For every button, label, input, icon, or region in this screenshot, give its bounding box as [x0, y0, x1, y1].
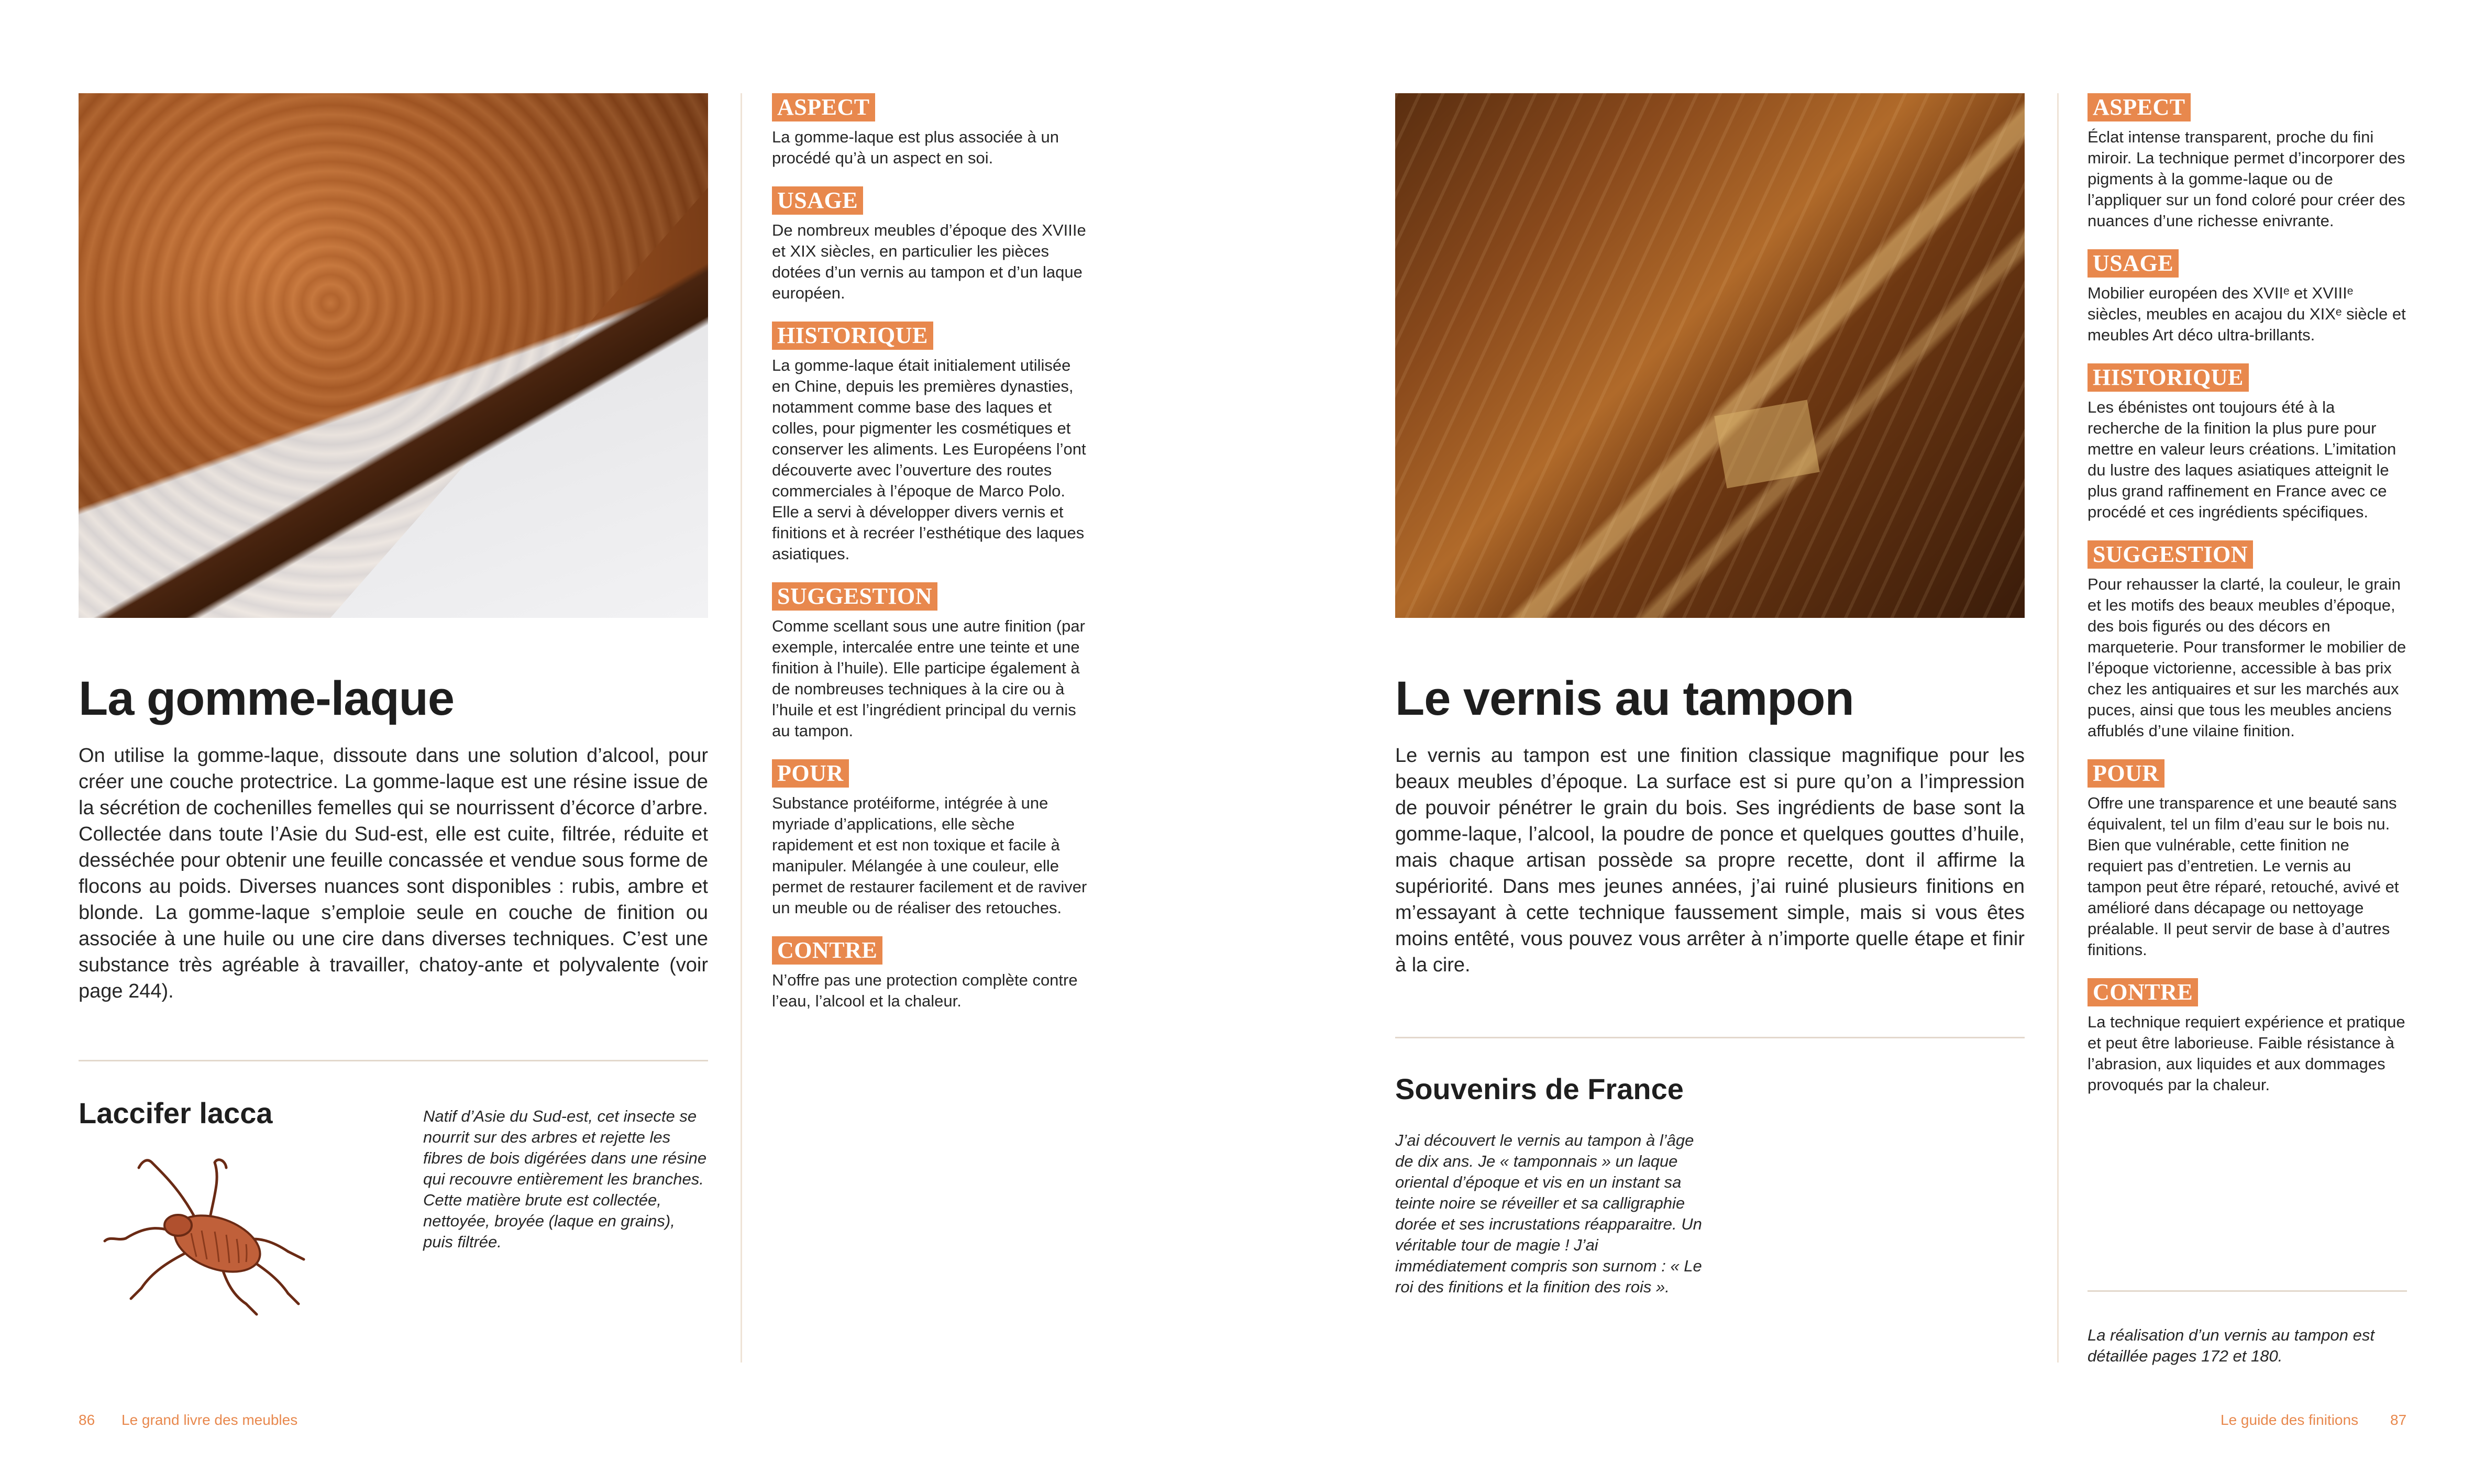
right-footnote-divider: [2088, 1290, 2407, 1292]
french-polish-table-photo: [1395, 93, 2025, 618]
historique-text: Les ébénistes ont toujours été à la recherche de la finition la plus pure pour mettre en valeur leurs créations. L’imitation du lustre des laques asiatiques atteignit le plus grand raffinement en France avec ce procédé et ces ingrédients spécifiques.: [2088, 398, 2396, 521]
tag-suggestion: SUGGESTION: [772, 582, 937, 611]
right-page-title: Le vernis au tampon: [1395, 672, 1854, 725]
usage-text: Mobilier européen des XVIIᵉ et XVIIIᵉ siècles, meubles en acajou du XIXᵉ siècle et meubles Art déco ultra-brillants.: [2088, 284, 2406, 344]
right-subtitle: Souvenirs de France: [1395, 1072, 1684, 1105]
insect-illustration: [89, 1147, 319, 1320]
left-divider: [79, 1060, 708, 1061]
tag-pour: POUR: [772, 759, 849, 788]
right-sidebar-usage: [2088, 249, 2407, 346]
right-sidebar-suggestion: [2088, 540, 2407, 741]
left-insect-note: Natif d’Asie du Sud-est, cet insecte se nourrit sur des arbres et rejette les fibres de bois digérées dans une résine qui recouvre entièrement les branches. Cette matière brute est collectée, nettoyée, broyée (laque en grains), puis filtrée.: [423, 1107, 707, 1251]
tag-aspect: ASPECT: [772, 93, 875, 121]
tag-historique: HISTORIQUE: [772, 322, 933, 350]
left-sidebar-contre: [772, 936, 1091, 1012]
right-sidebar: [2088, 93, 2407, 1113]
right-sidebar-contre: [2088, 978, 2407, 1095]
left-subtitle: Laccifer lacca: [79, 1097, 273, 1129]
pour-text: Offre une transparence et une beauté sans équivalent, tel un film d’eau sur le bois nu. Bien que vulnérable, cette finition ne requiert pas d’entretien. Le vernis au tampon peut être réparé, retouché, avivé et amélioré dans décapage ou nettoyage préalable. Il peut servir de base à d’autres finitions.: [2088, 794, 2399, 959]
left-page-number: 86: [79, 1412, 95, 1428]
right-anecdote-note: J’ai découvert le vernis au tampon à l’âge de dix ans. Je « tamponnais » un laque oriental d’époque et vis en un instant sa teinte noire se réveiller et sa calligraphie dorée et ses incrustations réapparaitre. Un véritable tour de magie ! J’ai immédiatement compris son surnom : « Le roi des finitions et la finition des rois ».: [1395, 1131, 1702, 1296]
aspect-text: La gomme-laque est plus associée à un procédé qu’à un aspect en soi.: [772, 128, 1059, 167]
right-sidebar-aspect: [2088, 93, 2407, 231]
left-body-text: On utilise la gomme-laque, dissoute dans une solution d’alcool, pour créer une couche protectrice. La gomme-laque est une résine issue de la sécrétion de cochenilles femelles qui se nourrissent d’écorce d’arbre. Collectée dans toute l’Asie du Sud-est, elle est cuite, filtrée, réduite et desséchée pour obtenir une feuille concassée et vendue sous forme de flocons au poids. Diverses nuances sont disponibles : rubis, ambre et blonde. La gomme-laque s’emploie seule en couche de finition ou associée à une huile ou une cire dans diverses techniques. C’est une substance très agréable à travailler, chatoy-ante et polyvalente (voir page 244).: [79, 745, 709, 1002]
tag-suggestion: SUGGESTION: [2088, 540, 2253, 569]
left-sidebar-pour: [772, 759, 1091, 918]
right-divider: [1395, 1037, 2025, 1038]
pour-text: Substance protéiforme, intégrée à une myriade d’applications, elle sèche rapidement et est non toxique et facile à manipuler. Mélangée à une couleur, elle permet de restaurer facilement et de raviver un meuble ou de réaliser des retouches.: [772, 794, 1087, 917]
right-footnote: La réalisation d’un vernis au tampon est détaillée pages 172 et 180.: [2088, 1326, 2374, 1365]
right-column-separator: [2057, 93, 2059, 1363]
right-running-head: Le guide des finitions: [2221, 1412, 2359, 1428]
tag-historique: HISTORIQUE: [2088, 363, 2249, 392]
right-sidebar-historique: [2088, 363, 2407, 523]
left-sidebar-historique: [772, 322, 1091, 564]
left-sidebar-usage: [772, 186, 1091, 304]
left-running-head: Le grand livre des meubles: [122, 1412, 298, 1428]
tag-usage: USAGE: [772, 186, 863, 215]
suggestion-text: Pour rehausser la clarté, la couleur, le grain et les motifs des beaux meubles d’époque, des bois figurés ou des décors en marqueterie. Pour transformer le mobilier de l’époque victorienne, accessible à bas prix chez les antiquaires et sur les marchés aux puces, ainsi que tous les meubles anciens affublés d’une vilaine finition.: [2088, 575, 2406, 740]
left-column-separator: [741, 93, 742, 1363]
left-page-title: La gomme-laque: [79, 672, 455, 725]
left-sidebar: [772, 93, 1091, 1029]
aspect-text: Éclat intense transparent, proche du fini miroir. La technique permet d’incorporer des pigments à la gomme-laque ou de l’appliquer sur un fond coloré pour créer des nuances d’une richesse enivrante.: [2088, 128, 2405, 230]
tag-pour: POUR: [2088, 759, 2164, 788]
tag-contre: CONTRE: [2088, 978, 2198, 1006]
tag-contre: CONTRE: [772, 936, 882, 965]
suggestion-text: Comme scellant sous une autre finition (par exemple, intercalée entre une teinte et une finition à l’huile). Elle participe également à de nombreuses techniques à la cire ou à l’huile et est l’ingrédient principal du vernis au tampon.: [772, 617, 1085, 740]
right-sidebar-pour: [2088, 759, 2407, 960]
tag-usage: USAGE: [2088, 249, 2179, 278]
left-sidebar-aspect: [772, 93, 1091, 169]
contre-text: La technique requiert expérience et pratique et peut être laborieuse. Faible résistance à l’abrasion, aux liquides et aux dommages provoqués par la chaleur.: [2088, 1013, 2405, 1094]
shellac-table-photo: [79, 93, 708, 618]
historique-text: La gomme-laque était initialement utilisée en Chine, depuis les premières dynasties, notamment comme base des laques et colles, pour pigmenter les cosmétiques et conserver les aliments. Les Européens l’ont découverte avec l’ouverture des routes commerciales à l’époque de Marco Polo. Elle a servi à développer divers vernis et finitions et à recréer l’esthétique des laques asiatiques.: [772, 356, 1086, 563]
right-page-number: 87: [2390, 1412, 2407, 1428]
usage-text: De nombreux meubles d’époque des XVIIIe et XIX siècles, en particulier les pièces dotées d’un vernis au tampon et d’un laque européen.: [772, 221, 1086, 302]
contre-text: N’offre pas une protection complète contre l’eau, l’alcool et la chaleur.: [772, 971, 1078, 1010]
right-body-text: Le vernis au tampon est une finition classique magnifique pour les beaux meubles d’époque. La surface est si pure qu’on a l’impression de pouvoir pénétrer le grain du bois. Ses ingrédients de base sont la gomme-laque, l’alcool, la poudre de ponce et quelques gouttes d’huile, mais chaque artisan possède sa propre recette, dont il affirme la supériorité. Dans mes jeunes années, j’ai ruiné plusieurs finitions en m’essayant à cette technique faussement simple, mais si vous êtes moins entêté, vous pouvez vous arrêter à n’importe quelle étape et finir à la cire.: [1395, 745, 2025, 976]
tag-aspect: ASPECT: [2088, 93, 2191, 121]
left-sidebar-suggestion: [772, 582, 1091, 741]
